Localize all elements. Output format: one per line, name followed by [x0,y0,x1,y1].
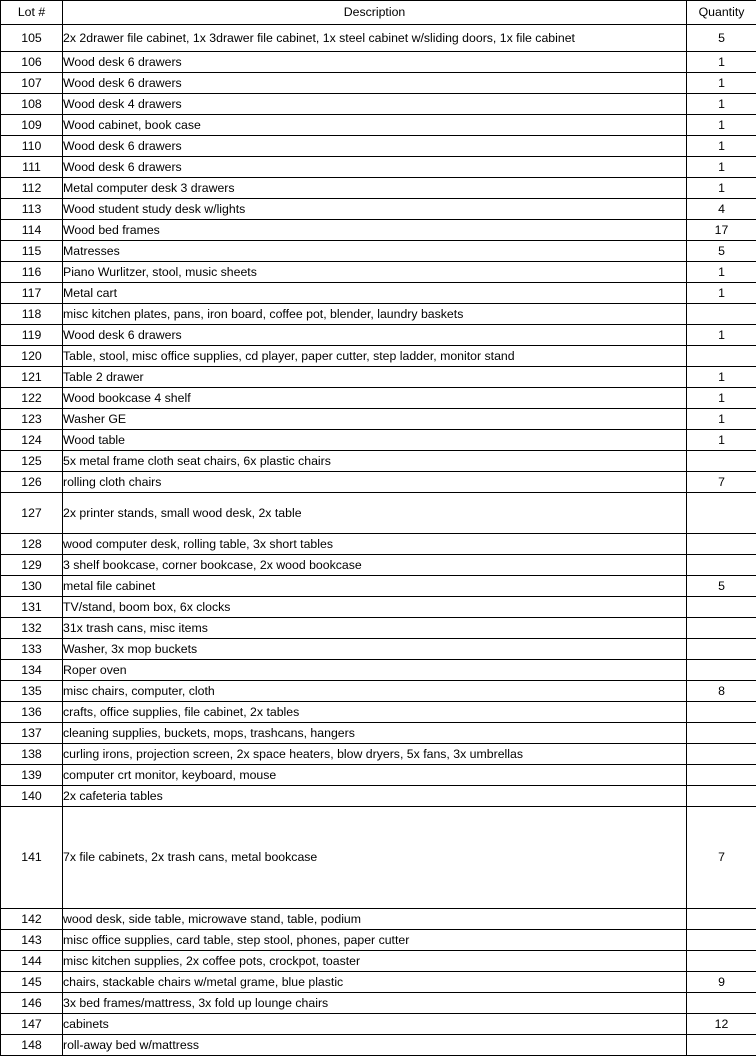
table-row [1,283,756,304]
cell-description[interactable]: Washer GE [63,409,687,430]
cell-quantity[interactable]: 1 [687,73,756,94]
cell-quantity[interactable] [687,660,756,681]
cell-description[interactable]: Metal cart [63,283,687,304]
cell-quantity[interactable]: 4 [687,199,756,220]
cell-quantity[interactable]: 1 [687,94,756,115]
table-row [1,136,756,157]
cell-lot-number[interactable]: 123 [1,409,63,430]
cell-quantity[interactable] [687,702,756,723]
cell-description[interactable]: misc office supplies, card table, step stool, phones, paper cutter [63,930,687,951]
cell-description[interactable]: Wood bed frames [63,220,687,241]
table-row [1,786,756,807]
cell-lot-number[interactable]: 124 [1,430,63,451]
cell-lot-number[interactable]: 119 [1,325,63,346]
cell-quantity[interactable]: 7 [687,472,756,493]
cell-lot-number[interactable]: 112 [1,178,63,199]
column-header-quantity[interactable]: Quantity [687,1,756,25]
cell-description[interactable]: misc kitchen supplies, 2x coffee pots, crockpot, toaster [63,951,687,972]
cell-description[interactable]: chairs, stackable chairs w/metal grame, blue plastic [63,972,687,993]
cell-description[interactable]: 2x 2drawer file cabinet, 1x 3drawer file cabinet, 1x steel cabinet w/sliding doors, 1x file cabinet [63,25,687,52]
cell-description[interactable]: misc kitchen plates, pans, iron board, coffee pot, blender, laundry baskets [63,304,687,325]
table-row [1,972,756,993]
cell-lot-number[interactable]: 114 [1,220,63,241]
cell-quantity[interactable] [687,618,756,639]
cell-quantity[interactable] [687,786,756,807]
table-row [1,951,756,972]
table-header-row [1,1,756,25]
table-row [1,765,756,786]
table-row [1,73,756,94]
table-row [1,576,756,597]
cell-description[interactable]: Metal computer desk 3 drawers [63,178,687,199]
cell-lot-number[interactable]: 130 [1,576,63,597]
table-row [1,157,756,178]
cell-description[interactable]: Wood student study desk w/lights [63,199,687,220]
column-header-description[interactable]: Description [63,1,687,25]
cell-quantity[interactable]: 5 [687,241,756,262]
cell-lot-number[interactable]: 141 [1,807,63,909]
cell-quantity[interactable] [687,304,756,325]
cell-quantity[interactable]: 8 [687,681,756,702]
cell-lot-number[interactable]: 107 [1,73,63,94]
table-row [1,25,756,52]
cell-quantity[interactable] [687,723,756,744]
table-row [1,807,756,909]
cell-description[interactable]: 7x file cabinets, 2x trash cans, metal bookcase [63,807,687,909]
cell-lot-number[interactable]: 110 [1,136,63,157]
table-row [1,430,756,451]
cell-lot-number[interactable]: 132 [1,618,63,639]
cell-quantity[interactable] [687,639,756,660]
cell-description[interactable]: roll-away bed w/mattress [63,1035,687,1056]
table-row [1,262,756,283]
cell-description[interactable]: cleaning supplies, buckets, mops, trashcans, hangers [63,723,687,744]
cell-description[interactable]: 2x cafeteria tables [63,786,687,807]
cell-quantity[interactable] [687,534,756,555]
cell-description[interactable]: Roper oven [63,660,687,681]
cell-description[interactable]: wood computer desk, rolling table, 3x short tables [63,534,687,555]
cell-lot-number[interactable]: 118 [1,304,63,325]
cell-quantity[interactable] [687,765,756,786]
cell-lot-number[interactable]: 105 [1,25,63,52]
table-row [1,115,756,136]
cell-quantity[interactable]: 1 [687,262,756,283]
table-row [1,1014,756,1035]
table-row [1,325,756,346]
cell-quantity[interactable]: 1 [687,157,756,178]
cell-quantity[interactable] [687,930,756,951]
cell-description[interactable]: wood desk, side table, microwave stand, table, podium [63,909,687,930]
cell-description[interactable]: Piano Wurlitzer, stool, music sheets [63,262,687,283]
cell-lot-number[interactable]: 108 [1,94,63,115]
table-row [1,409,756,430]
table-row [1,388,756,409]
cell-quantity[interactable]: 17 [687,220,756,241]
table-row [1,367,756,388]
cell-lot-number[interactable]: 111 [1,157,63,178]
table-row [1,241,756,262]
cell-description[interactable]: 5x metal frame cloth seat chairs, 6x plastic chairs [63,451,687,472]
cell-quantity[interactable]: 9 [687,972,756,993]
table-header [1,1,756,25]
table-row [1,52,756,73]
cell-description[interactable]: Washer, 3x mop buckets [63,639,687,660]
table-row [1,178,756,199]
table-row [1,451,756,472]
cell-description[interactable]: Wood desk 6 drawers [63,325,687,346]
cell-description[interactable]: 3x bed frames/mattress, 3x fold up lounge chairs [63,993,687,1014]
cell-lot-number[interactable]: 133 [1,639,63,660]
cell-description[interactable]: crafts, office supplies, file cabinet, 2x tables [63,702,687,723]
cell-lot-number[interactable]: 146 [1,993,63,1014]
cell-description[interactable]: Wood cabinet, book case [63,115,687,136]
cell-lot-number[interactable]: 138 [1,744,63,765]
cell-quantity[interactable] [687,744,756,765]
cell-quantity[interactable] [687,451,756,472]
table-row [1,681,756,702]
cell-lot-number[interactable]: 121 [1,367,63,388]
cell-lot-number[interactable]: 135 [1,681,63,702]
cell-quantity[interactable]: 7 [687,807,756,909]
table-row [1,534,756,555]
cell-quantity[interactable]: 5 [687,25,756,52]
cell-lot-number[interactable]: 143 [1,930,63,951]
cell-lot-number[interactable]: 142 [1,909,63,930]
table-row [1,930,756,951]
cell-description[interactable]: Wood desk 6 drawers [63,157,687,178]
cell-lot-number[interactable]: 137 [1,723,63,744]
cell-lot-number[interactable]: 115 [1,241,63,262]
cell-quantity[interactable] [687,493,756,534]
cell-quantity[interactable] [687,346,756,367]
cell-description[interactable]: Wood table [63,430,687,451]
table-row [1,555,756,576]
cell-quantity[interactable]: 1 [687,115,756,136]
cell-quantity[interactable]: 1 [687,325,756,346]
cell-quantity[interactable]: 5 [687,576,756,597]
table-row [1,618,756,639]
cell-description[interactable]: Wood bookcase 4 shelf [63,388,687,409]
cell-description[interactable]: TV/stand, boom box, 6x clocks [63,597,687,618]
cell-quantity[interactable]: 1 [687,409,756,430]
table-row [1,1035,756,1056]
cell-lot-number[interactable]: 113 [1,199,63,220]
cell-description[interactable]: metal file cabinet [63,576,687,597]
cell-description[interactable]: Table, stool, misc office supplies, cd player, paper cutter, step ladder, monitor stand [63,346,687,367]
cell-description[interactable]: Wood desk 6 drawers [63,52,687,73]
cell-lot-number[interactable]: 116 [1,262,63,283]
cell-description[interactable]: Matresses [63,241,687,262]
cell-lot-number[interactable]: 134 [1,660,63,681]
cell-lot-number[interactable]: 147 [1,1014,63,1035]
cell-quantity[interactable] [687,951,756,972]
table-row [1,346,756,367]
table-row [1,723,756,744]
cell-lot-number[interactable]: 127 [1,493,63,534]
table-row [1,199,756,220]
cell-quantity[interactable]: 1 [687,283,756,304]
table-row [1,744,756,765]
cell-lot-number[interactable]: 109 [1,115,63,136]
cell-lot-number[interactable]: 144 [1,951,63,972]
table-row [1,597,756,618]
cell-description[interactable]: curling irons, projection screen, 2x space heaters, blow dryers, 5x fans, 3x umbrellas [63,744,687,765]
cell-lot-number[interactable]: 145 [1,972,63,993]
cell-quantity[interactable] [687,555,756,576]
cell-description[interactable]: Table 2 drawer [63,367,687,388]
cell-lot-number[interactable]: 120 [1,346,63,367]
cell-lot-number[interactable]: 139 [1,765,63,786]
cell-lot-number[interactable]: 125 [1,451,63,472]
cell-quantity[interactable]: 12 [687,1014,756,1035]
cell-quantity[interactable] [687,909,756,930]
cell-lot-number[interactable]: 140 [1,786,63,807]
cell-quantity[interactable]: 1 [687,52,756,73]
table-row [1,472,756,493]
cell-description[interactable]: rolling cloth chairs [63,472,687,493]
cell-lot-number[interactable]: 131 [1,597,63,618]
cell-quantity[interactable] [687,597,756,618]
table-row [1,993,756,1014]
cell-description[interactable]: cabinets [63,1014,687,1035]
cell-quantity[interactable] [687,1035,756,1056]
cell-lot-number[interactable]: 122 [1,388,63,409]
cell-description[interactable]: 3 shelf bookcase, corner bookcase, 2x wood bookcase [63,555,687,576]
cell-quantity[interactable]: 1 [687,388,756,409]
cell-lot-number[interactable]: 117 [1,283,63,304]
table-row [1,220,756,241]
cell-description[interactable]: Wood desk 6 drawers [63,73,687,94]
cell-quantity[interactable]: 1 [687,430,756,451]
cell-lot-number[interactable]: 106 [1,52,63,73]
table-row [1,909,756,930]
table-row [1,94,756,115]
cell-description[interactable]: Wood desk 6 drawers [63,136,687,157]
cell-description[interactable]: 31x trash cans, misc items [63,618,687,639]
cell-quantity[interactable]: 1 [687,367,756,388]
cell-lot-number[interactable]: 128 [1,534,63,555]
table-row [1,660,756,681]
cell-quantity[interactable] [687,993,756,1014]
cell-quantity[interactable]: 1 [687,136,756,157]
cell-description[interactable]: computer crt monitor, keyboard, mouse [63,765,687,786]
cell-quantity[interactable]: 1 [687,178,756,199]
table-row [1,304,756,325]
cell-lot-number[interactable]: 126 [1,472,63,493]
table-row [1,702,756,723]
table-body [1,25,756,1056]
cell-description[interactable]: misc chairs, computer, cloth [63,681,687,702]
cell-description[interactable]: Wood desk 4 drawers [63,94,687,115]
column-header-lot[interactable]: Lot # [1,1,63,25]
cell-description[interactable]: 2x printer stands, small wood desk, 2x table [63,493,687,534]
table-row [1,639,756,660]
cell-lot-number[interactable]: 148 [1,1035,63,1056]
table-row [1,493,756,534]
cell-lot-number[interactable]: 136 [1,702,63,723]
cell-lot-number[interactable]: 129 [1,555,63,576]
